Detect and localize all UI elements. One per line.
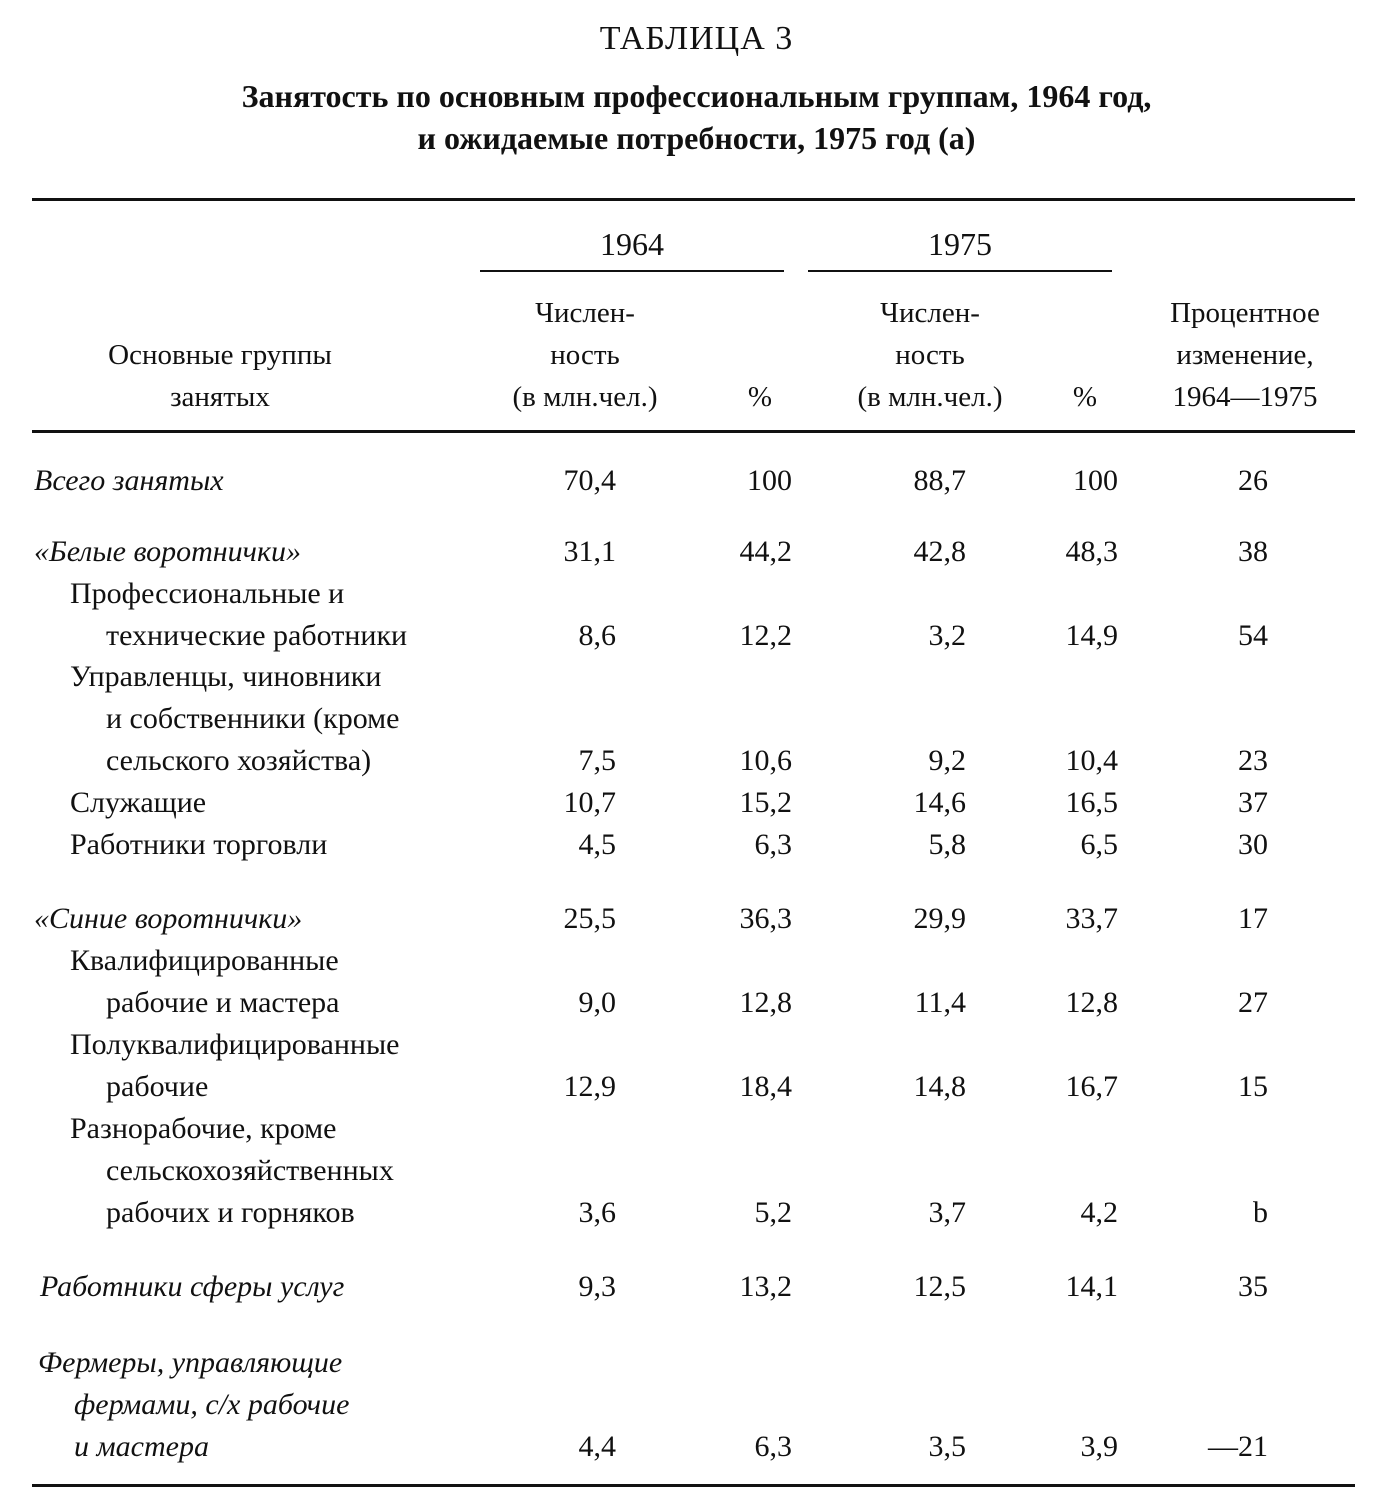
row-value-cell: 23 bbox=[1238, 744, 1268, 777]
row-value-cell: 8,6 bbox=[578, 619, 616, 652]
row-value-cell: 15,2 bbox=[739, 786, 792, 819]
row-value-cell: 3,9 bbox=[1080, 1430, 1118, 1463]
header-groups bbox=[40, 334, 400, 418]
row-value-cell: 10,6 bbox=[739, 744, 792, 777]
row-label-line: рабочие и мастера bbox=[106, 986, 340, 1019]
row-value-cell: 11,4 bbox=[914, 986, 966, 1019]
row-label-line: Всего занятых bbox=[34, 464, 224, 497]
row-value-cell: 12,9 bbox=[563, 1070, 616, 1103]
row-value-cell: 30 bbox=[1238, 828, 1268, 861]
row-value-cell: 9,2 bbox=[928, 744, 966, 777]
row-value-cell: 14,1 bbox=[1065, 1270, 1118, 1303]
row-label-line: и собственники (кроме bbox=[106, 702, 400, 735]
bottom-rule bbox=[32, 1484, 1355, 1487]
row-value-cell: 5,8 bbox=[928, 828, 966, 861]
row-value-cell: 10,7 bbox=[563, 786, 616, 819]
row-value-cell: 26 bbox=[1238, 464, 1268, 497]
table-title-line-2: и ожидаемые потребности, 1975 год (а) bbox=[417, 120, 976, 156]
header-line: 1964—1975 bbox=[1172, 381, 1318, 413]
row-value-cell: 100 bbox=[747, 464, 792, 497]
row-label-line: рабочие bbox=[106, 1070, 209, 1103]
row-value-cell: 16,7 bbox=[1065, 1070, 1118, 1103]
row-value-cell: 14,9 bbox=[1065, 619, 1118, 652]
header-line: (в млн.чел.) bbox=[857, 381, 1003, 413]
row-value-cell: 12,2 bbox=[739, 619, 792, 652]
table-title-line-1: Занятость по основным профессиональным группам, 1964 год, bbox=[241, 78, 1152, 114]
row-value-cell: 9,3 bbox=[578, 1270, 616, 1303]
row-value-cell: 15 bbox=[1238, 1070, 1268, 1103]
row-value-cell: 27 bbox=[1238, 986, 1268, 1019]
row-value-cell: 12,8 bbox=[1065, 986, 1118, 1019]
row-value-cell: 7,5 bbox=[578, 744, 616, 777]
row-value-cell: 33,7 bbox=[1065, 902, 1118, 935]
header-year-1964: 1964 bbox=[600, 226, 664, 262]
row-value-cell: 4,4 bbox=[578, 1430, 616, 1463]
year-1964-underline bbox=[480, 270, 784, 272]
row-value-cell: 70,4 bbox=[563, 464, 616, 497]
row-label-line: Фермеры, управляющие bbox=[38, 1346, 343, 1379]
header-year-1975: 1975 bbox=[928, 226, 992, 262]
row-value-cell: 29,9 bbox=[913, 902, 966, 935]
header-groups-line: Основные группы bbox=[108, 339, 332, 371]
header-groups-line: занятых bbox=[170, 381, 270, 413]
table-label: ТАБЛИЦА 3 bbox=[599, 20, 794, 57]
header-line: Процентное bbox=[1170, 297, 1320, 329]
header-percent-1964: % bbox=[747, 381, 773, 413]
row-label-line: рабочих и горняков bbox=[106, 1196, 355, 1229]
row-label-line: сельского хозяйства) bbox=[106, 744, 372, 777]
row-value-cell: 3,7 bbox=[928, 1196, 966, 1229]
header-percent-1975: % bbox=[1072, 381, 1098, 413]
row-value-cell: 48,3 bbox=[1065, 535, 1118, 568]
row-value-cell: 6,3 bbox=[754, 1430, 792, 1463]
row-label-line: Управленцы, чиновники bbox=[70, 660, 382, 693]
row-label-line: «Белые воротнички» bbox=[34, 535, 301, 568]
row-value-cell: 12,8 bbox=[739, 986, 792, 1019]
row-label-line: фермами, с/х рабочие bbox=[74, 1388, 350, 1421]
row-value-cell: 10,4 bbox=[1065, 744, 1118, 777]
row-value-cell: 54 bbox=[1238, 619, 1268, 652]
year-1975-underline bbox=[808, 270, 1112, 272]
row-value-cell: 16,5 bbox=[1065, 786, 1118, 819]
row-value-cell: b bbox=[1253, 1196, 1268, 1229]
header-line: Числен- bbox=[535, 297, 635, 329]
row-label-line: Работники сферы услуг bbox=[40, 1270, 345, 1303]
row-value-cell: 38 bbox=[1238, 535, 1268, 568]
header-change bbox=[1130, 292, 1360, 418]
row-value-cell: 3,2 bbox=[928, 619, 966, 652]
row-value-cell: 14,8 bbox=[913, 1070, 966, 1103]
row-value-cell: 12,5 bbox=[913, 1270, 966, 1303]
row-value-cell: 36,3 bbox=[739, 902, 792, 935]
row-label-line: и мастера bbox=[74, 1430, 209, 1463]
row-label-line: Профессиональные и bbox=[70, 577, 345, 610]
row-value-cell: 5,2 bbox=[754, 1196, 792, 1229]
row-label-line: Полуквалифицированные bbox=[70, 1028, 400, 1061]
row-value-cell: 35 bbox=[1238, 1270, 1268, 1303]
row-label-line: Разнорабочие, кроме bbox=[70, 1112, 337, 1145]
row-value-cell: 14,6 bbox=[913, 786, 966, 819]
row-value-cell: 100 bbox=[1073, 464, 1118, 497]
row-value-cell: 4,2 bbox=[1080, 1196, 1118, 1229]
row-value-cell: 44,2 bbox=[739, 535, 792, 568]
row-value-cell: 37 bbox=[1238, 786, 1268, 819]
top-rule bbox=[32, 198, 1355, 201]
row-value-cell: 42,8 bbox=[913, 535, 966, 568]
row-value-cell: 4,5 bbox=[578, 828, 616, 861]
header-count-1964 bbox=[470, 292, 700, 418]
row-value-cell: 3,5 bbox=[928, 1430, 966, 1463]
header-line: (в млн.чел.) bbox=[512, 381, 658, 413]
row-value-cell: 9,0 bbox=[578, 986, 616, 1019]
row-label-line: Служащие bbox=[70, 786, 207, 819]
header-line: ность bbox=[550, 339, 620, 371]
row-label-line: «Синие воротнички» bbox=[34, 902, 303, 935]
row-value-cell: 13,2 bbox=[739, 1270, 792, 1303]
row-label-line: технические работники bbox=[106, 619, 408, 652]
row-value-cell: 31,1 bbox=[563, 535, 616, 568]
row-value-cell: 25,5 bbox=[563, 902, 616, 935]
row-value-cell: 18,4 bbox=[739, 1070, 792, 1103]
header-line: ность bbox=[895, 339, 965, 371]
row-value-cell: 6,5 bbox=[1080, 828, 1118, 861]
row-value-cell: 88,7 bbox=[913, 464, 966, 497]
header-rule bbox=[32, 430, 1355, 433]
header-count-1975 bbox=[812, 292, 1048, 418]
row-label-line: Работники торговли bbox=[70, 828, 328, 861]
row-value-cell: —21 bbox=[1208, 1430, 1268, 1463]
header-line: Числен- bbox=[880, 297, 980, 329]
row-label-line: Квалифицированные bbox=[70, 944, 339, 977]
row-value-cell: 6,3 bbox=[754, 828, 792, 861]
row-label-line: сельскохозяйственных bbox=[106, 1154, 394, 1187]
row-value-cell: 17 bbox=[1238, 902, 1268, 935]
header-line: изменение, bbox=[1176, 339, 1314, 371]
row-value-cell: 3,6 bbox=[578, 1196, 616, 1229]
